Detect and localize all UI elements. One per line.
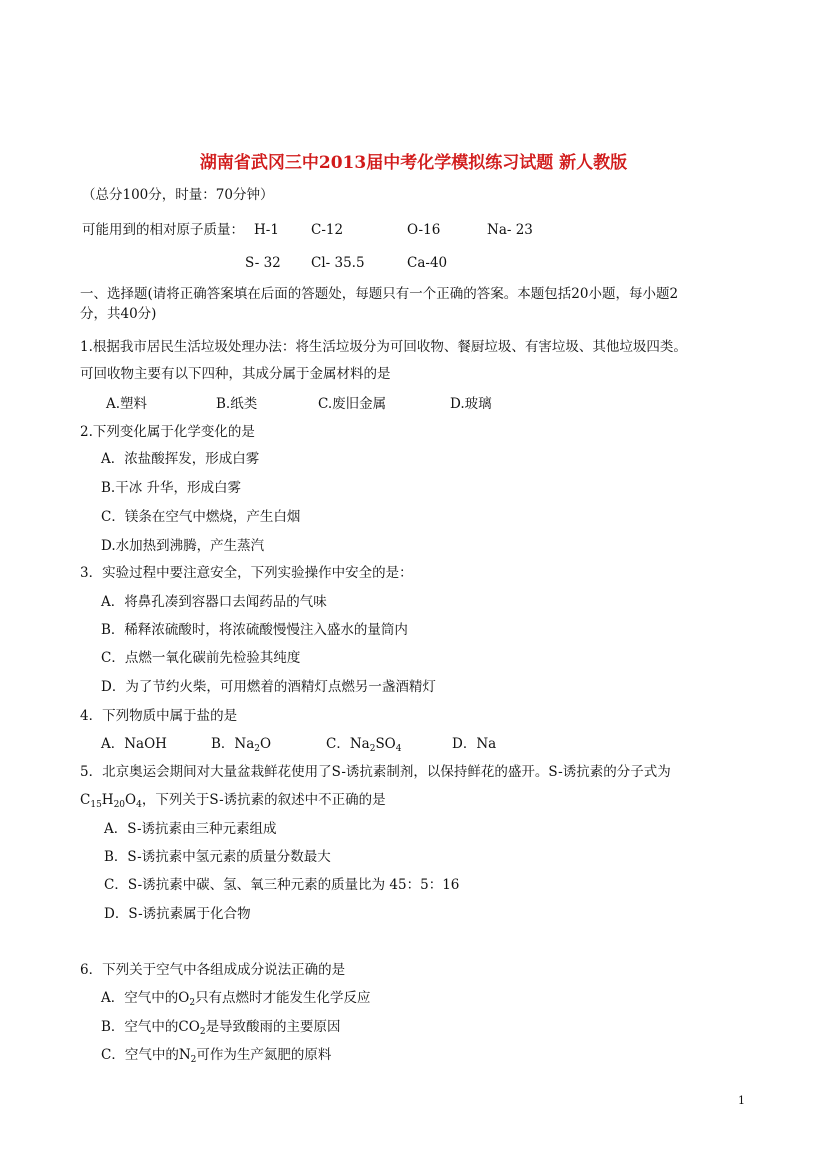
atomic-mass-o: O-16 xyxy=(407,222,441,238)
q2-option-c: C．镁条在空气中燃烧，产生白烟 xyxy=(101,509,301,525)
q5-option-c: C．S-诱抗素中碳、氢、氧三种元素的质量比为 45：5：16 xyxy=(104,877,460,893)
q1-option-a: A.塑料 xyxy=(106,396,148,412)
q5-option-a: A．S-诱抗素由三种元素组成 xyxy=(104,821,277,837)
atomic-mass-s: S- 32 xyxy=(245,255,281,271)
q5-formula: $C_{15}H_{20}O_4$ xyxy=(80,792,142,810)
q1-option-d: D.玻璃 xyxy=(450,396,492,412)
atomic-mass-c: C-12 xyxy=(311,222,344,238)
q4-option-d: D．Na xyxy=(452,736,497,752)
q3-option-b: B．稀释浓硫酸时，将浓硫酸慢慢注入盛水的量筒内 xyxy=(101,622,408,638)
atomic-mass-na: Na- 23 xyxy=(487,222,533,238)
q2-option-a: A．浓盐酸挥发，形成白雾 xyxy=(101,451,260,467)
atomic-mass-ca: Ca-40 xyxy=(407,255,448,271)
section-heading-line1: 一、选择题(请将正确答案填在后面的答题处，每题只有一个正确的答案。本题包括20小题，每小题2 xyxy=(80,286,679,302)
q1-stem-line1: 1.根据我市居民生活垃圾处理办法：将生活垃圾分为可回收物、餐厨垃圾、有害垃圾、其他垃圾四类。 xyxy=(80,339,687,355)
q5-option-b: B．S-诱抗素中氢元素的质量分数最大 xyxy=(104,849,331,865)
atomic-mass-intro: 可能用到的相对原子质量： xyxy=(82,222,244,238)
q2-option-b: B.干冰 升华，形成白雾 xyxy=(101,480,242,496)
q2-stem: 2.下列变化属于化学变化的是 xyxy=(80,424,255,440)
q3-option-d: D．为了节约火柴，可用燃着的酒精灯点燃另一盏酒精灯 xyxy=(101,679,436,695)
q4-stem: 4．下列物质中属于盐的是 xyxy=(80,708,238,724)
section-heading-line2: 分，共40分) xyxy=(80,306,157,322)
q4-option-b: B．$Na_2O$ xyxy=(211,736,272,754)
q1-option-b: B.纸类 xyxy=(216,396,258,412)
q1-option-c: C.废旧金属 xyxy=(318,396,387,412)
q3-option-c: C．点燃一氧化碳前先检验其纯度 xyxy=(101,650,301,666)
q6-stem: 6．下列关于空气中各组成成分说法正确的是 xyxy=(80,962,346,978)
atomic-mass-h: H-1 xyxy=(254,222,279,238)
q6-option-a: A．空气中的$O_2$只有点燃时才能发生化学反应 xyxy=(101,990,371,1008)
q5-stem-line2: $C_{15}H_{20}O_4$，下列关于S-诱抗素的叙述中不正确的是 xyxy=(80,792,386,810)
q1-stem-line2: 可回收物主要有以下四种，其成分属于金属材料的是 xyxy=(80,366,391,382)
page-number: 1 xyxy=(738,1094,745,1107)
q2-option-d: D.水加热到沸腾，产生蒸汽 xyxy=(101,538,265,554)
q5-stem-line1: 5．北京奥运会期间对大量盆栽鲜花使用了S-诱抗素制剂，以保持鲜花的盛开。S-诱抗素的分子式为 xyxy=(80,764,671,780)
atomic-mass-cl: Cl- 35.5 xyxy=(311,255,365,271)
document-title: 湖南省武冈三中2013届中考化学模拟练习试题 新人教版 xyxy=(199,153,628,173)
q6-option-b: B．空气中的$CO_2$是导致酸雨的主要原因 xyxy=(101,1019,341,1037)
q6-option-c: C．空气中的$N_2$可作为生产氮肥的原料 xyxy=(101,1047,332,1065)
q4-option-c: C．$Na_2SO_4$ xyxy=(326,736,402,754)
q4-option-a: A．NaOH xyxy=(101,736,167,752)
q5-option-d: D．S-诱抗素属于化合物 xyxy=(104,906,251,922)
exam-info: （总分100分，时量：70分钟） xyxy=(82,187,274,203)
q3-stem: 3．实验过程中要注意安全，下列实验操作中安全的是： xyxy=(80,565,413,581)
q3-option-a: A．将鼻孔凑到容器口去闻药品的气味 xyxy=(101,594,327,610)
